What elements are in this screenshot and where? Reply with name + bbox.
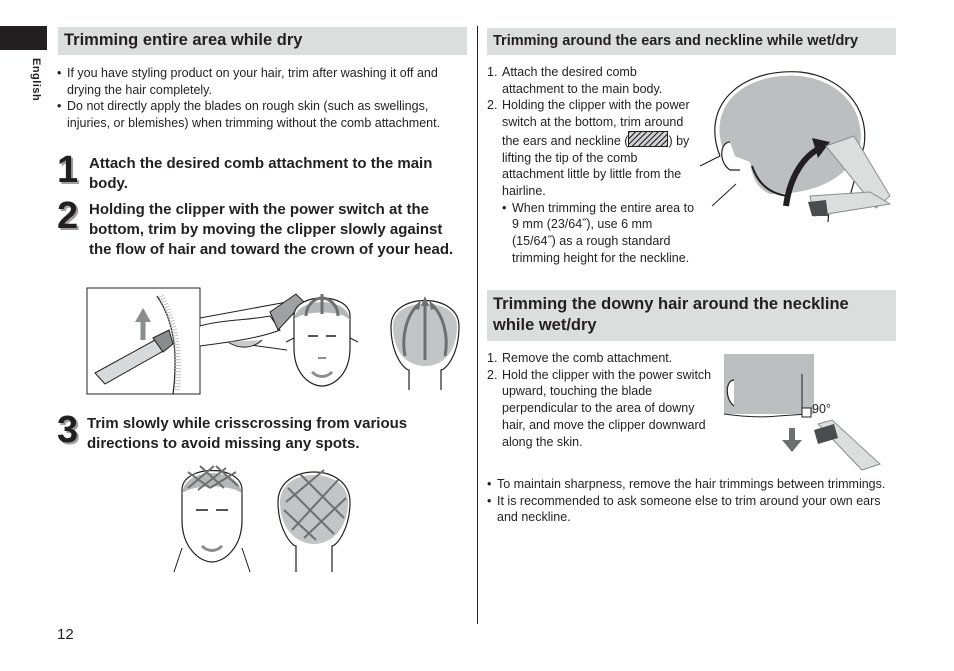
section-heading-ears-neckline: Trimming around the ears and neckline while wet/dry (487, 28, 896, 55)
item-text: Hold the clipper with the power switch upward, touching the blade perpendicular to the area of downy hair, and move the clipper downward along the skin. (502, 367, 712, 449)
step-3 (57, 410, 469, 456)
item-text: Remove the comb attachment. (502, 351, 673, 365)
maintenance-notes (487, 476, 895, 526)
step-text: Attach the desired comb attachment to the main body. (89, 155, 433, 192)
sub-note: • When trimming the entire area to 9 mm (23/64˝), use 6 mm (15/64˝) as a rough standard trimming height for the neckline. (502, 200, 697, 267)
item-number: 1. (487, 351, 498, 365)
language-tab-marker (0, 26, 47, 50)
precaution-notes (57, 65, 469, 131)
angle-label: 90° (812, 402, 831, 416)
item-text-before-swatch: Holding the clipper with the power switch at the bottom, trim around the ears and neckline ( (502, 98, 690, 148)
step-number: 3 (57, 409, 79, 451)
hand-with-clipper-illustration (200, 290, 290, 360)
front-head-arrows-illustration (282, 286, 362, 391)
step-number: 2 (57, 195, 79, 237)
column-divider (477, 26, 478, 624)
step-text: Holding the clipper with the power switch at the bottom, trim by moving the clipper slowly against the flow of hair and toward the crown of your head. (89, 201, 454, 258)
note-item: • Do not directly apply the blades on rough skin (such as swellings, injuries, or blemishes) when trimming without the comb attachment. (57, 98, 469, 131)
step-text: Trim slowly while crisscrossing from various directions to avoid missing any spots. (87, 415, 408, 452)
section-heading-downy-hair: Trimming the downy hair around the neckline while wet/dry (487, 290, 896, 341)
item-text-after-swatch: ) by lifting the tip of the comb attachment little by little from the hairline. (502, 133, 690, 198)
note-item: • If you have styling product on your hair, trim after washing it off and drying the hair completely. (57, 65, 469, 98)
item-number: 1. (487, 65, 498, 79)
note-item: • It is recommended to ask someone else to trim around your own ears and neckline. (487, 493, 895, 526)
back-head-crisscross-illustration (274, 458, 354, 572)
item-number: 2. (487, 367, 498, 382)
item-text: Attach the desired comb attachment to the main body. (502, 65, 663, 96)
front-head-crisscross-illustration (174, 458, 250, 572)
item-number: 2. (487, 98, 498, 113)
ears-neckline-instructions (487, 64, 697, 266)
step-2 (57, 196, 469, 284)
page-number: 12 (57, 626, 74, 643)
ear-neckline-trim-illustration (700, 66, 896, 226)
step-1 (57, 150, 469, 196)
downy-hair-instructions (487, 350, 712, 450)
instruction-item (487, 97, 697, 266)
section-heading-trimming-dry: Trimming entire area while dry (58, 27, 467, 55)
instruction-item (487, 64, 697, 97)
note-item: • To maintain sharpness, remove the hair trimmings between trimmings. (487, 476, 895, 493)
neckline-area-swatch-icon (628, 131, 668, 147)
back-head-arrows-illustration (385, 286, 465, 391)
instruction-item (487, 350, 712, 367)
downy-hair-perpendicular-illustration (718, 354, 883, 472)
instruction-item (487, 367, 712, 451)
language-label: English (30, 58, 42, 102)
step-number: 1 (57, 149, 79, 191)
